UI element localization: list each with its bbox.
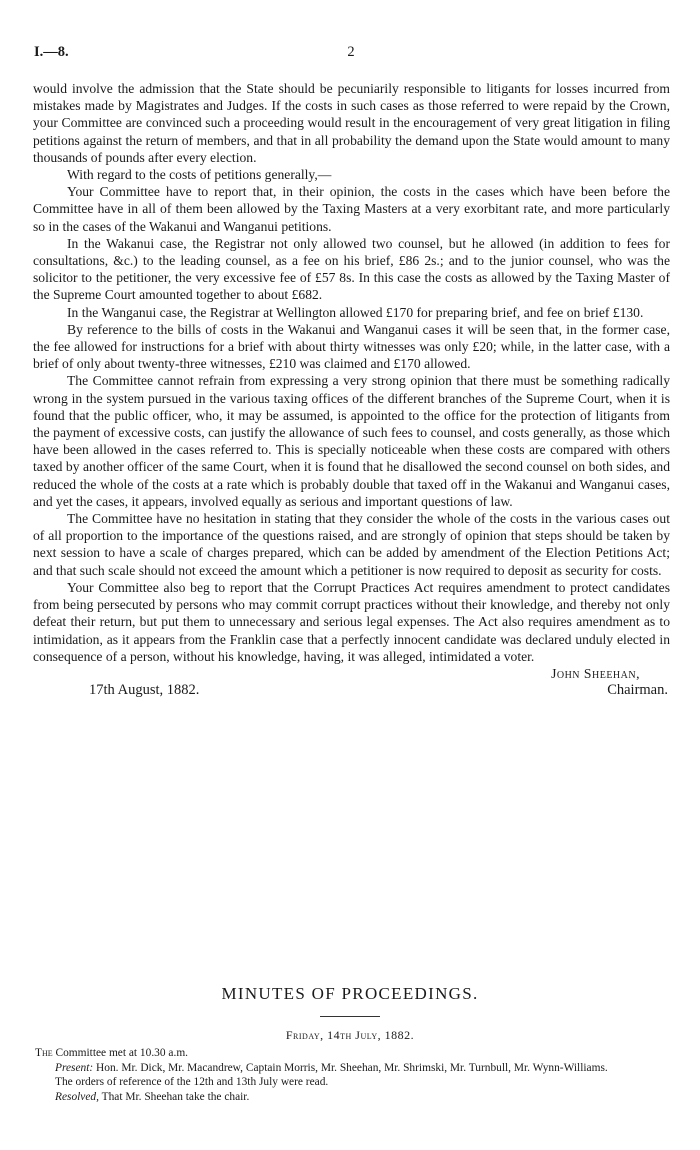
- resolved-text: That Mr. Sheehan take the chair.: [98, 1090, 250, 1103]
- paragraph-taxing-offices: The Committee cannot refrain from expressing a very strong opinion that there must be something radically wrong in the system pursued in the various taxing offices of the different branches of the Supreme Court, when it is found that the public officer, who, it may be assumed, is appointed to the office for the protection of litigants from the payment of excessive costs, can justify the allowance of such fees to counsel, and costs generally, as those which have been allowed in the cases referred to. This is specially noticeable when these costs are compared with others taxed by another officer of the same Court, when it is found that he disallowed the second counsel on both sides, and reduced the whole of the costs at a rate which is probably double that taxed off in the Wakanui and Wanganui cases, and yet the cases, it appears, involved equally as serious and important questions of law.: [33, 373, 670, 509]
- paragraph-corrupt-practices: Your Committee also beg to report that the Corrupt Practices Act requires amendment to protect candidates from being persecuted by persons who may commit corrupt practices without their knowledge, and thereby not only defeat their return, but put them to unnecessary and serious legal expenses. The Act also requires amendment as to intimidation, as it appears from the Franklin case that a perfectly innocent candidate was declared unduly elected in consequence of a person, without his knowledge, having, it was alleged, intimidated a voter.: [33, 579, 670, 664]
- minutes-present-line: [35, 1061, 670, 1076]
- document-reference: I.—8.: [34, 44, 69, 60]
- minutes-date: Friday, 14th July, 1882.: [285, 1028, 415, 1042]
- minutes-heading: MINUTES OF PROCEEDINGS.: [221, 984, 479, 1003]
- heading-divider: [320, 1016, 380, 1017]
- minutes-orders-line: The orders of reference of the 12th and 13th July were read.: [55, 1076, 329, 1089]
- signatory-name: John Sheehan,: [551, 665, 640, 681]
- report-body: [33, 80, 670, 699]
- paragraph-costs-generally: With regard to the costs of petitions generally,—: [67, 167, 332, 183]
- resolved-label: Resolved,: [55, 1090, 99, 1103]
- minutes-resolved-line: [35, 1090, 670, 1105]
- paragraph-scale-of-charges: The Committee have no hesitation in stating that they consider the whole of the costs in the various cases out of all proportion to the importance of the questions raised, and are strongly of opinion that steps should be taken by next session to have a scale of charges prepared, which can be added by amendment of the Election Petitions Act; and that such scale should not exceed the amount which a petitioner is now required to deposit as security for costs.: [33, 511, 670, 578]
- page-number: 2: [347, 44, 355, 60]
- report-date: 17th August, 1882.: [89, 681, 200, 698]
- signatory-role: Chairman.: [607, 681, 668, 698]
- paragraph-wanganui-case: In the Wanganui case, the Registrar at Wellington allowed £170 for preparing brief, and fee on brief £130.: [67, 304, 644, 320]
- minutes-the: The: [35, 1047, 53, 1059]
- page-header: [34, 44, 668, 64]
- present-label: Present:: [55, 1061, 94, 1074]
- present-members: Hon. Mr. Dick, Mr. Macandrew, Captain Morris, Mr. Sheehan, Mr. Shrimski, Mr. Turnbull, Mr. Wynn-Williams.: [93, 1061, 608, 1074]
- paragraph-wakanui-case: In the Wakanui case, the Registrar not only allowed two counsel, but he allowed (in addition to fees for consultations, &c.) to the leading counsel, as a fee on his brief, £86 2s.; and to the junior counsel, who was the solicitor to the petitioner, the very excessive fee of £57 8s. In this case the costs as allowed by the Taxing Master of the Supreme Court amounted together to about £682.: [33, 235, 670, 303]
- minutes-met: Committee met at 10.30 a.m.: [52, 1047, 189, 1059]
- minutes-meeting-line: [35, 1046, 670, 1061]
- signature-block: [33, 665, 670, 699]
- paragraph-continuation: would involve the admission that the State should be pecuniarily responsible to litigants for losses incurred from mistakes made by Magistrates and Judges. If the costs in such cases as those referred to were repaid by the Crown, your Committee are convinced such a proceeding would result in the encouragement of very great litigation in filing petitions against the return of members, and that in all probability the demand upon the State would amount to many thousands of pounds after every election.: [33, 81, 670, 165]
- paragraph-exorbitant-rate: Your Committee have to report that, in their opinion, the costs in the cases which have been before the Committee have in all of them been allowed by the Taxing Masters at a very exorbitant rate, and more particularly so in the cases of the Wakanui and Wanganui petitions.: [33, 184, 670, 234]
- paragraph-bills-of-costs: By reference to the bills of costs in the Wakanui and Wanganui cases it will be seen that, in the former case, the fee allowed for instructions for a brief with about thirty witnesses was only £20; while, in the latter case, with a brief of only about twenty-three witnesses, £210 was claimed and £170 allowed.: [33, 321, 670, 372]
- minutes-body: [35, 1046, 670, 1104]
